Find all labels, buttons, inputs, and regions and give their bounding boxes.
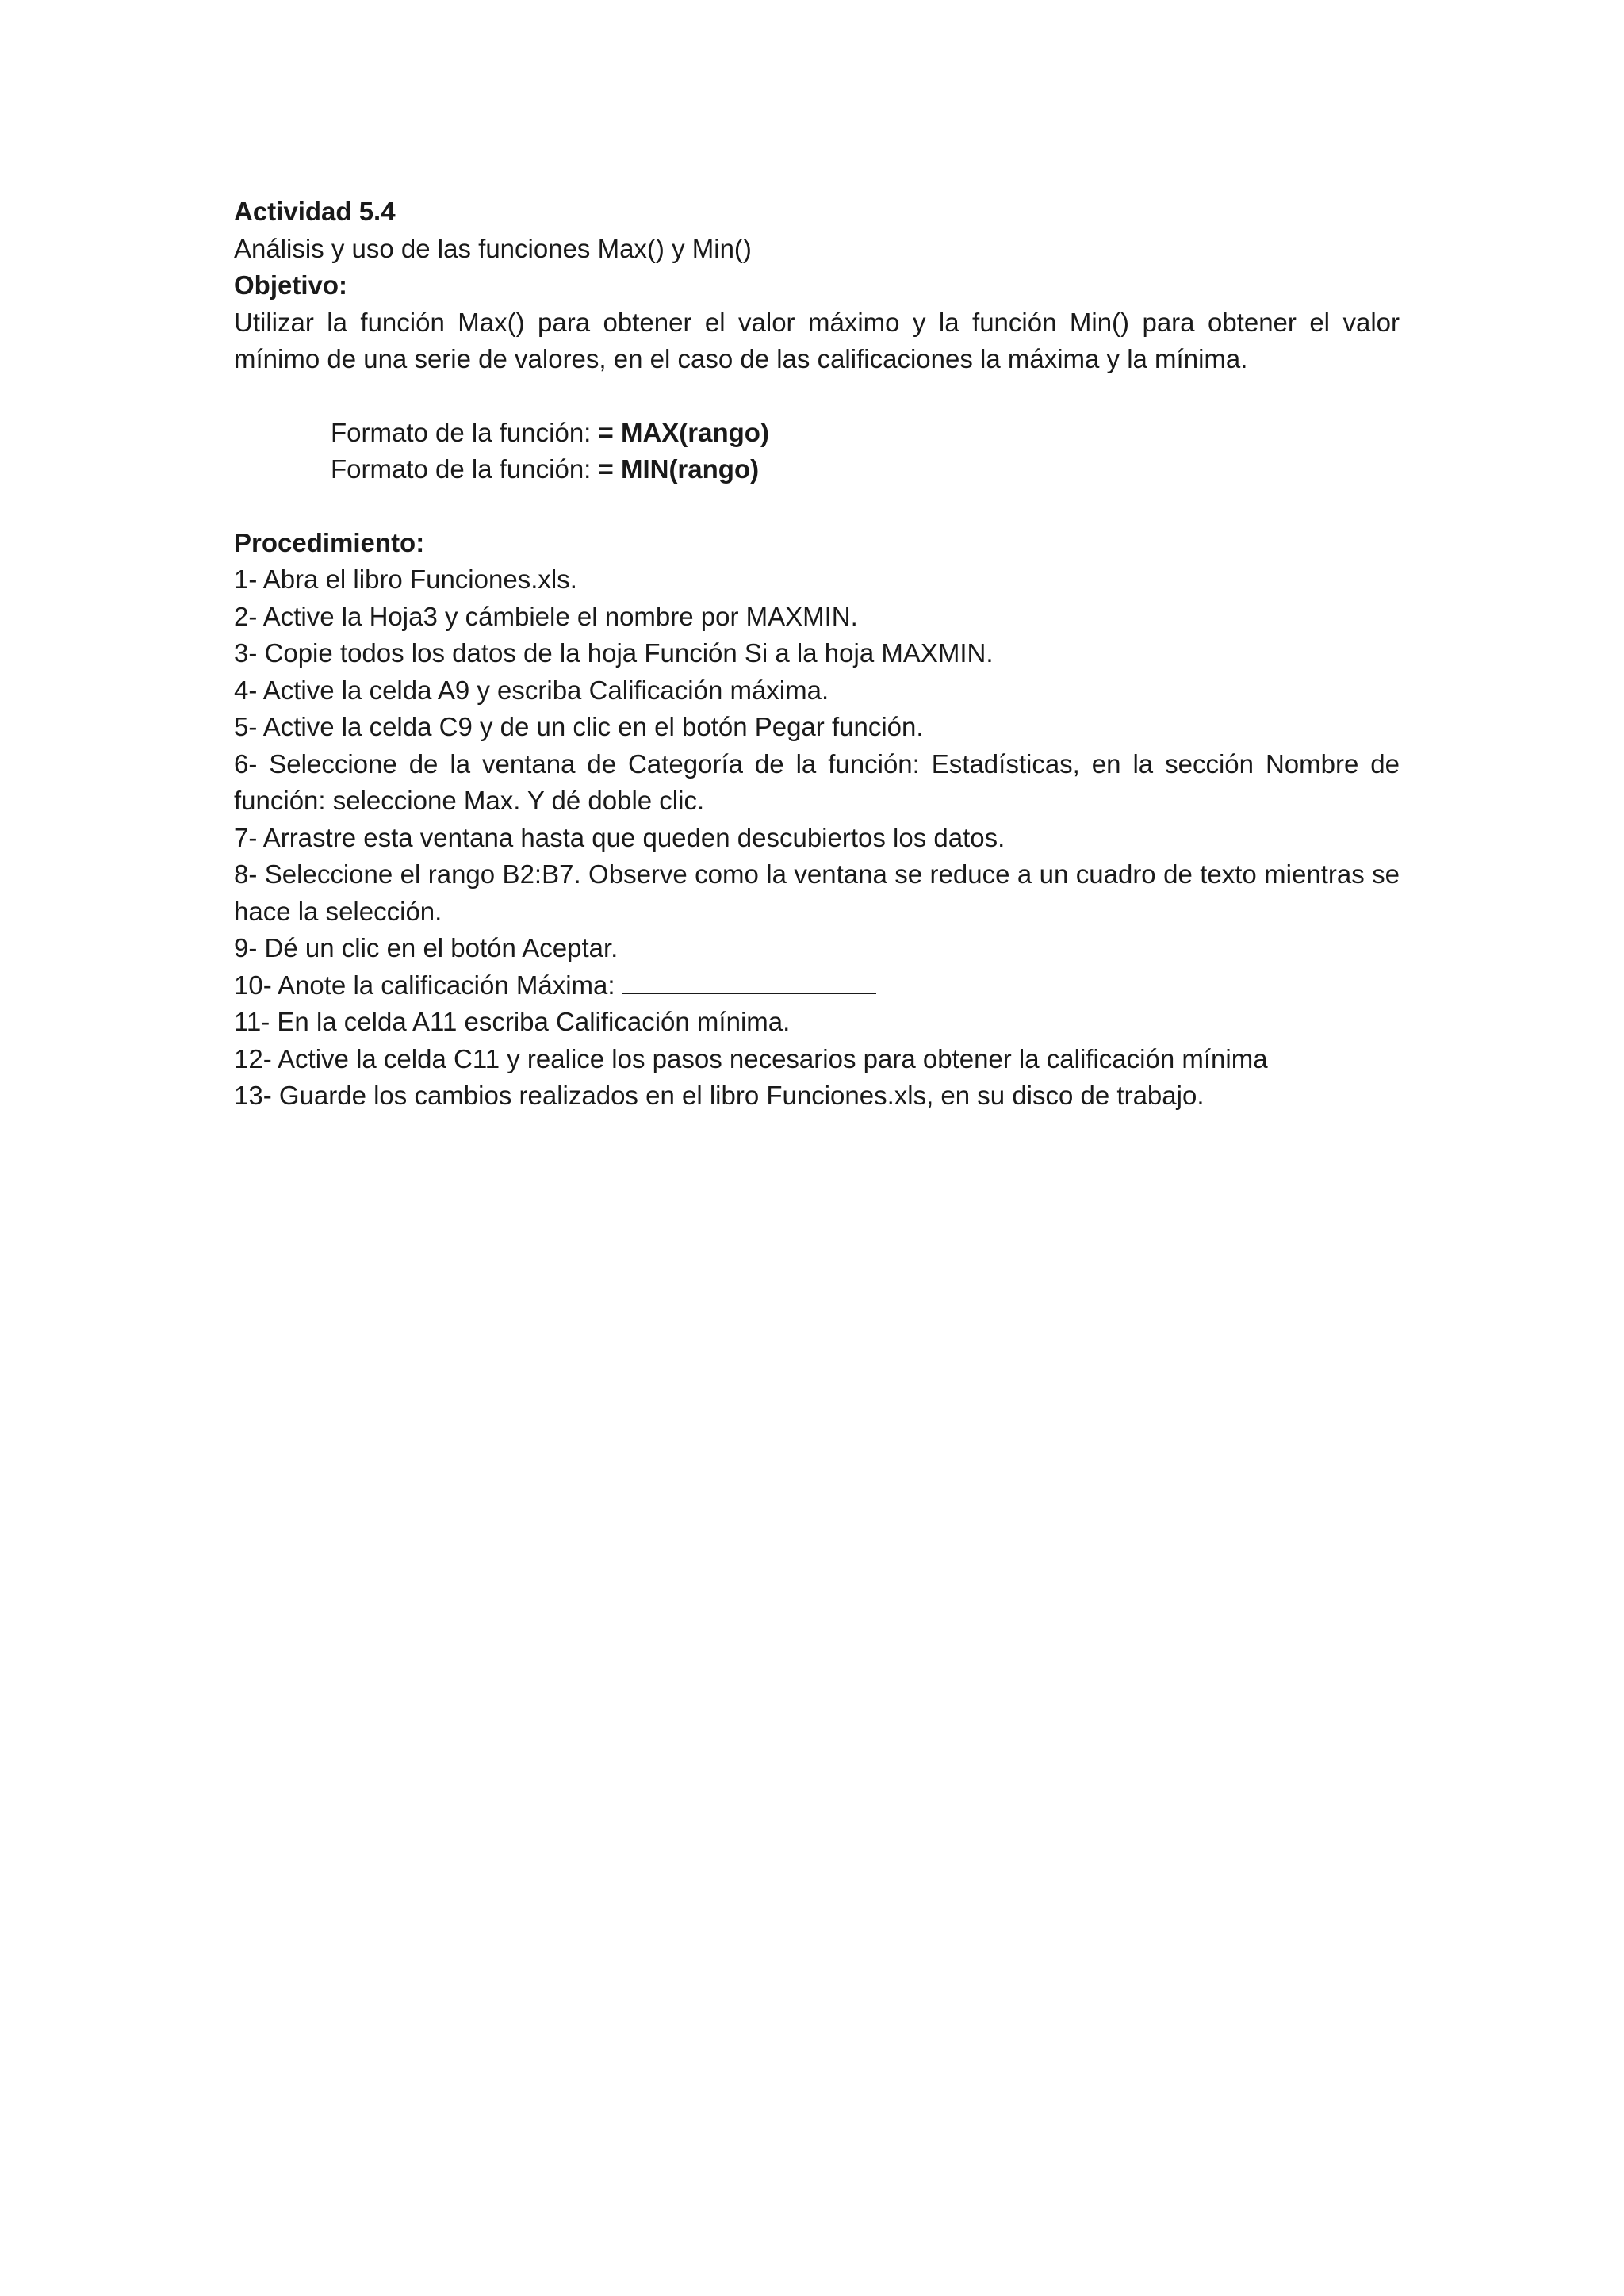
procedure-step: 7- Arrastre esta ventana hasta que queden descubiertos los datos. bbox=[234, 822, 1005, 852]
procedure-step-label: 10- Anote la calificación Máxima: bbox=[234, 970, 622, 1000]
objective-heading: Objetivo: bbox=[234, 270, 348, 300]
format-min-prefix: Formato de la función: bbox=[331, 454, 599, 484]
spacer bbox=[234, 378, 1400, 415]
procedure-step: 9- Dé un clic en el botón Aceptar. bbox=[234, 933, 619, 962]
spacer bbox=[234, 488, 1400, 525]
procedure-step: 1- Abra el libro Funciones.xls. bbox=[234, 564, 577, 594]
procedure-step-answer bbox=[234, 967, 1400, 1004]
procedure-step: 2- Active la Hoja3 y cámbiele el nombre por MAXMIN. bbox=[234, 601, 858, 631]
format-max-prefix: Formato de la función: bbox=[331, 417, 599, 447]
objective-text: Utilizar la función Max() para obtener el valor máximo y la función Min() para obtener el valor mínimo de una serie de valores, en el caso de las calificaciones la máxima y la mínima. bbox=[234, 307, 1400, 373]
answer-blank-line[interactable] bbox=[622, 967, 876, 994]
procedure-step: 3- Copie todos los datos de la hoja Función Si a la hoja MAXMIN. bbox=[234, 638, 994, 668]
procedure-step: 8- Seleccione el rango B2:B7. Observe como la ventana se reduce a un cuadro de texto mientras se hace la selección. bbox=[234, 859, 1400, 926]
format-max-formula: = MAX(rango) bbox=[598, 417, 769, 447]
procedure-step: 5- Active la celda C9 y de un clic en el botón Pegar función. bbox=[234, 712, 924, 741]
activity-subtitle: Análisis y uso de las funciones Max() y Min() bbox=[234, 233, 752, 263]
activity-title: Actividad 5.4 bbox=[234, 197, 396, 226]
procedure-step: 11- En la celda A11 escriba Calificación mínima. bbox=[234, 1007, 791, 1036]
format-min bbox=[234, 451, 1400, 488]
format-min-formula: = MIN(rango) bbox=[598, 454, 760, 484]
procedure-step: 13- Guarde los cambios realizados en el libro Funciones.xls, en su disco de trabajo. bbox=[234, 1081, 1205, 1110]
format-max bbox=[234, 415, 1400, 452]
procedure-step: 4- Active la celda A9 y escriba Calificación máxima. bbox=[234, 675, 829, 705]
procedure-step: 6- Seleccione de la ventana de Categoría de la función: Estadísticas, en la sección Nombre de función: seleccione Max. Y dé doble clic. bbox=[234, 748, 1400, 815]
procedure-heading: Procedimiento: bbox=[234, 527, 425, 557]
document-page bbox=[234, 193, 1400, 1115]
procedure-step: 12- Active la celda C11 y realice los pasos necesarios para obtener la calificación mínima bbox=[234, 1043, 1268, 1073]
